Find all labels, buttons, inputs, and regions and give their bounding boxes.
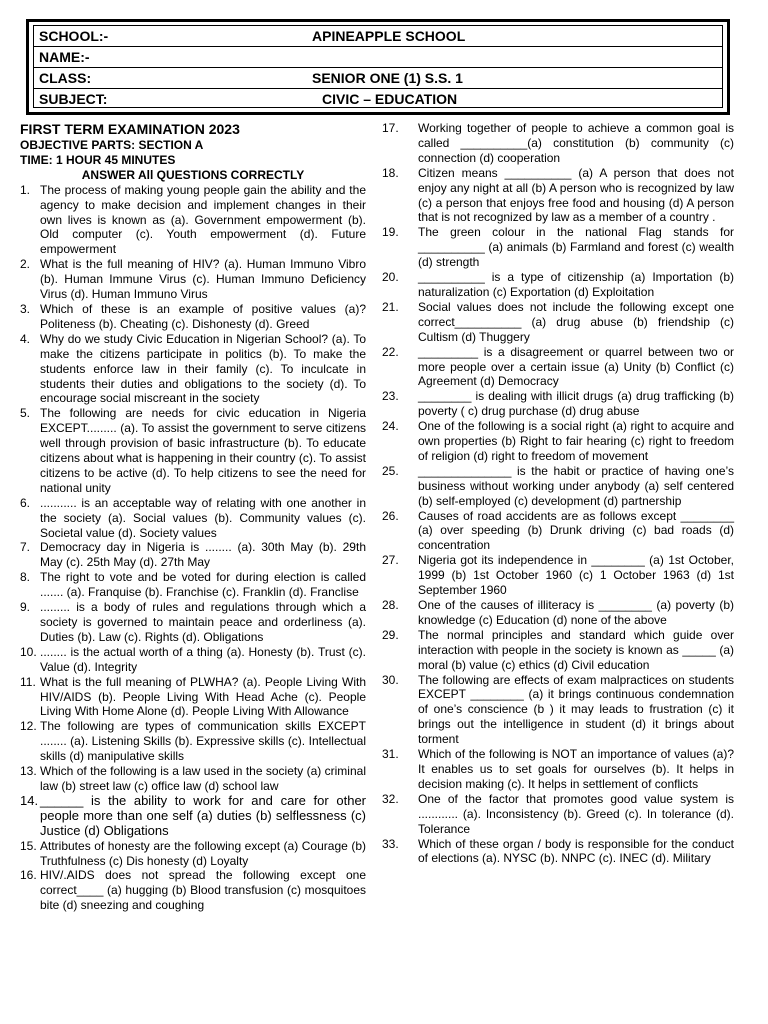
question-item — [382, 225, 734, 270]
school-row — [34, 26, 722, 47]
header-box — [26, 19, 730, 115]
question-number: 12. — [20, 719, 37, 734]
question-text: What is the full meaning of HIV? (a). Human Immuno Vibro (b). Human Immune Virus (c). Human Immuno Deficiency Virus (d). Human Immuno Virus — [40, 257, 366, 302]
school-name: APINEAPPLE SCHOOL — [312, 28, 466, 44]
name-row — [34, 47, 722, 68]
left-column — [20, 121, 366, 913]
question-text: The following are needs for civic education in Nigeria EXCEPT......... (a). To assist the government to serve citizens well through provision of basic infrastructure (b). To educate citizens about what is happening in their country (c). To assist citizens to be active (d). To help citizens to see the need for national unity — [40, 406, 366, 495]
question-text: Nigeria got its independence in ________ (a) 1st October, 1999 (b) 1st October 1960 (c) 1 October 1963 (d) 1st September 1960 — [418, 553, 734, 598]
question-number: 27. — [382, 553, 399, 568]
question-number: 3. — [20, 301, 31, 316]
question-number: 13. — [20, 764, 37, 779]
school-label: SCHOOL:- — [39, 28, 109, 44]
question-item — [382, 791, 734, 837]
question-text: Attributes of honesty are the following except (a) Courage (b) Truthfulness (c) Dis honesty (d) Loyalty — [40, 838, 366, 868]
question-text: Which of these organ / body is responsible for the conduct of elections (a). NYSC (b). NNPC (c). INEC (d). Military — [418, 836, 734, 866]
question-number: 11. — [20, 674, 36, 689]
question-number: 22. — [382, 344, 399, 359]
question-text: __________ is a type of citizenship (a) Importation (b) naturalization (c) Exportation (d) Exploitation — [418, 270, 734, 299]
question-item — [382, 508, 734, 554]
question-text: What is the full meaning of PLWHA? (a). People Living With HIV/AIDS (b). People Living With Head Ache (c). People Living With Home Alone (d). People Living With Allowance — [40, 674, 366, 719]
question-item — [20, 496, 366, 541]
question-number: 17. — [382, 121, 399, 135]
question-number: 15. — [20, 838, 37, 853]
question-item — [382, 419, 734, 464]
question-number: 5. — [20, 406, 31, 421]
question-item — [20, 719, 366, 764]
question-item — [382, 598, 734, 628]
question-item — [20, 794, 366, 839]
question-number: 24. — [382, 419, 399, 434]
question-text: ______________ is the habit or practice of having one’s business without working under anybody (a) self centered (b) self-employed (c) development (d) partnership — [418, 463, 734, 508]
question-text: Which of these is an example of positive values (a)? Politeness (b). Cheating (c). Dishonesty (d). Greed — [40, 301, 366, 331]
section-title: OBJECTIVE PARTS: SECTION A — [20, 138, 204, 152]
question-number: 21. — [382, 299, 399, 314]
question-number: 18. — [382, 165, 399, 180]
question-number: 32. — [382, 791, 399, 806]
question-text: One of the factor that promotes good value system is ............ (a). Inconsistency (b). Greed (c). In tolerance (d). Tolerance — [418, 791, 734, 836]
question-number: 2. — [20, 257, 31, 272]
question-item — [382, 747, 734, 792]
question-text: One of the following is a social right (a) right to acquire and own properties (b) Right to fair hearing (c) right to freedom of religion (d) right to freedom of movement — [418, 419, 734, 463]
question-text: ........... is an acceptable way of relating with one another in the society (a). Social values (b). Community values (c). Societal value (d). Society values — [40, 495, 366, 540]
question-text: Which of the following is NOT an importance of values (a)? It enables us to set goals for ourselves (b). It helps in decision making (c). It helps in settlement of conflicts — [418, 747, 734, 791]
question-text: Social values does not include the following except one correct__________ (a) drug abuse (b) friendship (c) Cultism (d) Thuggery — [418, 299, 734, 344]
question-item — [20, 645, 366, 675]
question-text: _________ is a disagreement or quarrel between two or more people over a certain issue (a) Unity (b) Conflict (c) Agreement (d) Democracy — [418, 344, 734, 389]
question-item — [382, 389, 734, 419]
question-text: Working together of people to achieve a common goal is called __________(a) constitution (b) community (c) connection (d) cooperation — [418, 121, 734, 165]
question-number: 16. — [20, 868, 37, 883]
question-text: ......... is a body of rules and regulations through which a society is governed to maintain peace and orderliness (a). Duties (b). Law (c). Rights (d). Obligations — [40, 600, 366, 644]
question-list-left — [20, 183, 366, 913]
name-label: NAME:- — [39, 49, 90, 65]
question-text: ........ is the actual worth of a thing (a). Honesty (b). Trust (c). Value (d). Integrity — [40, 644, 366, 674]
question-text: The following are types of communication skills EXCEPT ........ (a). Listening Skills (b). Expressive skills (c). Intellectual skills (d) manipulative skills — [40, 719, 366, 764]
question-item — [20, 406, 366, 495]
question-item — [20, 302, 366, 332]
question-number: 19. — [382, 225, 399, 240]
right-column — [382, 121, 734, 866]
question-text: The following are effects of exam malpractices on students EXCEPT ________ (a) it brings continuous condemnation of one’s conscience (b ) it may leads to frustration (c) it brings out the intelligence in student (d) it brings about torment — [418, 672, 734, 747]
question-number: 1. — [20, 182, 31, 197]
question-number: 14. — [20, 792, 39, 808]
question-text: The process of making young people gain the ability and the agency to make decision and implement changes in their own lives is known as (a). Government empowerment (b). Old computer (c). Youth empowerment (d). Future empowerment — [40, 182, 366, 257]
question-number: 31. — [382, 747, 399, 762]
class-label: CLASS: — [39, 70, 92, 86]
question-list-right — [382, 121, 734, 866]
question-text: HIV/.AIDS does not spread the following except one correct____ (a) hugging (b) Blood transfusion (c) mosquitoes bite (d) sneezing and coughing — [40, 868, 366, 913]
question-number: 28. — [382, 598, 399, 612]
question-text: Causes of road accidents are as follows except ________ (a) over speeding (b) Drunk driving (c) bad roads (d) concentration — [418, 508, 734, 553]
question-item — [20, 868, 366, 913]
question-number: 30. — [382, 672, 399, 687]
question-text: The right to vote and be voted for during election is called ....... (a). Franquise (b). Franchise (c). Franklin (d). Franclise — [40, 570, 366, 600]
question-item — [382, 165, 734, 226]
question-number: 20. — [382, 270, 399, 285]
question-item — [20, 570, 366, 600]
question-number: 9. — [20, 600, 31, 615]
question-item — [20, 764, 366, 794]
question-text: ______ is the ability to work for and care for other people more than one self (a) duties (b) selflessness (c) Justice (d) Obligations — [40, 792, 366, 838]
question-number: 26. — [382, 508, 399, 523]
subject-row — [34, 89, 722, 109]
question-number: 29. — [382, 627, 399, 642]
question-number: 6. — [20, 495, 31, 510]
question-number: 10. — [20, 644, 37, 659]
question-item — [20, 257, 366, 302]
question-item — [20, 675, 366, 720]
question-number: 4. — [20, 331, 31, 346]
question-number: 8. — [20, 570, 31, 585]
instruction: ANSWER All QUESTIONS CORRECTLY — [81, 167, 305, 182]
subject-value: CIVIC – EDUCATION — [322, 91, 458, 107]
question-number: 33. — [382, 836, 399, 851]
question-item — [382, 344, 734, 390]
question-number: 7. — [20, 540, 31, 555]
question-text: Citizen means __________ (a) A person that does not enjoy any night at all (b) A person who is recognized by law (c) a person that enjoys free food and housing (d) A person that is not recognized by law as a member of a country . — [418, 165, 734, 225]
class-row — [34, 68, 722, 89]
question-item — [382, 299, 734, 345]
question-number: 23. — [382, 389, 399, 404]
exam-title: FIRST TERM EXAMINATION 2023 — [20, 121, 240, 137]
question-text: The green colour in the national Flag stands for __________ (a) animals (b) Farmland and forest (c) wealth (d) strength — [418, 225, 734, 270]
class-value: SENIOR ONE (1) S.S. 1 — [312, 70, 463, 86]
question-text: Democracy day in Nigeria is ........ (a). 30th May (b). 29th May (c). 25th May (d). 27th May — [40, 540, 366, 570]
question-item — [20, 540, 366, 570]
question-item — [382, 672, 734, 748]
question-text: Why do we study Civic Education in Nigerian School? (a). To make the citizens participate in politics (b). To make the students enforce law in their family (c). To inculcate in students their duties and obligations to the society (d). To encourage social miscreant in the society — [40, 331, 366, 406]
question-text: One of the causes of illiteracy is ________ (a) poverty (b) knowledge (c) Education (d) none of the above — [418, 598, 734, 627]
question-item — [20, 332, 366, 407]
question-number: 25. — [382, 463, 399, 478]
question-item — [382, 553, 734, 598]
question-item — [382, 627, 734, 673]
question-item — [20, 600, 366, 645]
question-item — [382, 270, 734, 300]
question-item — [382, 463, 734, 509]
subject-label: SUBJECT: — [39, 91, 108, 107]
question-item — [20, 183, 366, 258]
question-text: Which of the following is a law used in the society (a) criminal law (b) street law (c) office law (d) school law — [40, 764, 366, 793]
question-item — [382, 121, 734, 166]
question-item — [382, 836, 734, 867]
time-allowed: TIME: 1 HOUR 45 MINUTES — [20, 152, 176, 167]
question-text: The normal principles and standard which guide over interaction with people in the society is known as _____ (a) moral (b) value (c) ethics (d) Civil education — [418, 627, 734, 672]
question-text: ________ is dealing with illicit drugs (a) drug trafficking (b) poverty ( c) drug purchase (d) drug abuse — [418, 389, 734, 419]
question-item — [20, 839, 366, 869]
